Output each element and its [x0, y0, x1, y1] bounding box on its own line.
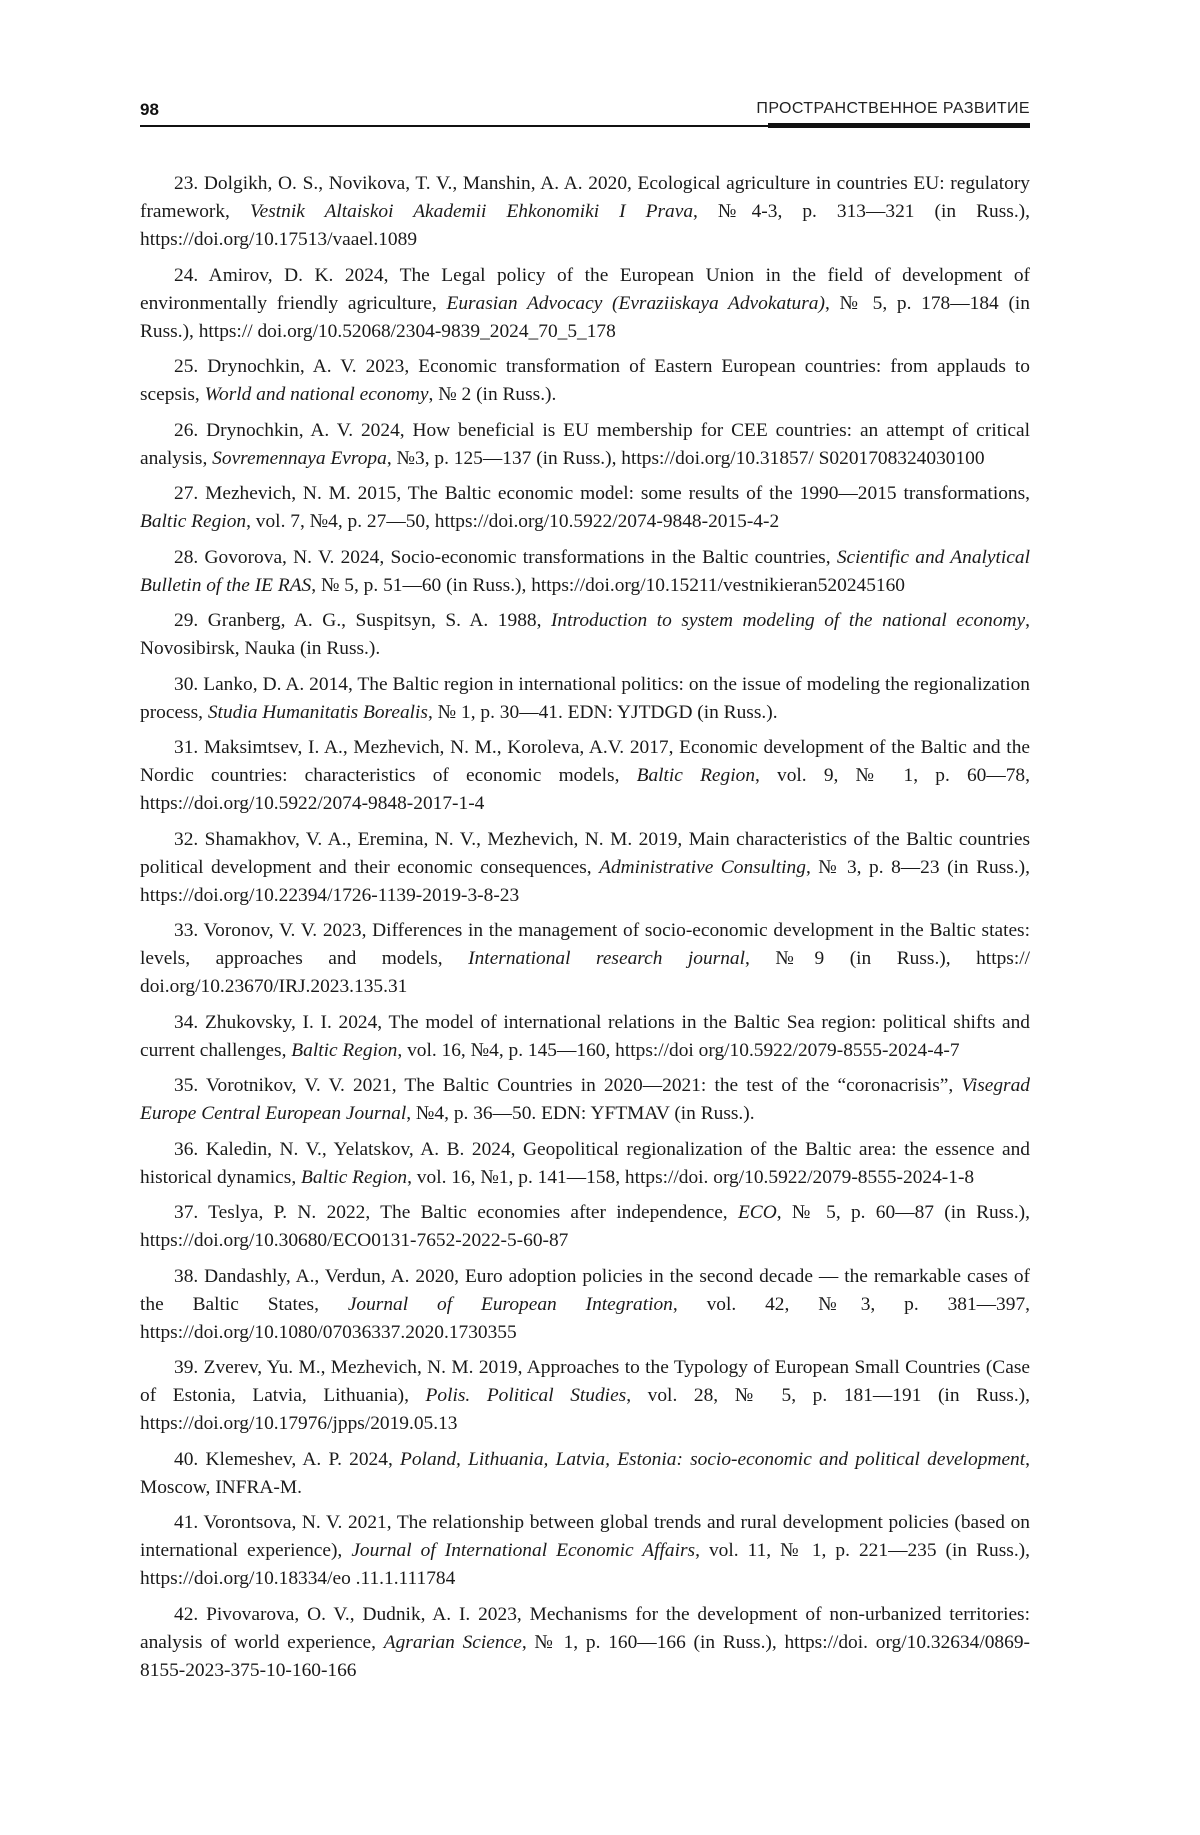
header-rule-accent	[768, 123, 1030, 128]
reference-details: , №4, p. 36—50. EDN: YFTMAV (in Russ.).	[406, 1103, 754, 1124]
reference-list	[140, 170, 1030, 1692]
reference-text: 40. Klemeshev, A. P. 2024,	[174, 1449, 400, 1470]
reference-source-title: Journal of International Economic Affairs	[351, 1540, 695, 1561]
reference-entry	[140, 353, 1030, 409]
reference-entry	[140, 544, 1030, 600]
reference-text: 23. Dolgikh, O. S., Novikova, T. V., Manshin, A. A. 2020, Ecological agriculture in countries EU: regulatory framework,	[140, 173, 1030, 222]
reference-text: 37. Teslya, P. N. 2022, The Baltic economies after independence,	[174, 1202, 738, 1223]
reference-text: 39. Zverev, Yu. M., Mezhevich, N. M. 2019, Approaches to the Typology of European Small Countries (Case of Estonia, Latvia, Lithuania),	[140, 1357, 1030, 1406]
reference-source-title: Baltic Region	[291, 1040, 397, 1061]
journal-title: ПРОСТРАНСТВЕННОЕ РАЗВИТИЕ	[756, 100, 1030, 118]
reference-source-title: Sovremennaya Evropa	[212, 448, 387, 469]
reference-entry	[140, 1601, 1030, 1685]
reference-details: , vol. 28, № 5, p. 181—191 (in Russ.), https://doi.org/10.17976/jpps/2019.05.13	[140, 1385, 1030, 1434]
reference-entry	[140, 607, 1030, 663]
reference-text: 33. Voronov, V. V. 2023, Differences in the management of socio-economic development in the Baltic states: levels, approaches and models,	[140, 920, 1030, 969]
reference-entry	[140, 417, 1030, 473]
reference-details: , vol. 9, № 1, p. 60—78, https://doi.org/10.5922/2074-9848-2017-1-4	[140, 765, 1030, 814]
reference-entry	[140, 671, 1030, 727]
reference-text: 42. Pivovarova, O. V., Dudnik, A. I. 2023, Mechanisms for the development of non-urbanized territories: analysis of world experience,	[140, 1604, 1030, 1653]
reference-source-title: Vestnik Altaiskoi Akademii Ehkonomiki I Prava	[250, 201, 693, 222]
reference-details: , №3, p. 125—137 (in Russ.), https://doi.org/10.31857/ S0201708324030100	[387, 448, 985, 469]
reference-text: 30. Lanko, D. A. 2014, The Baltic region in international politics: on the issue of modeling the regionalization process,	[140, 674, 1030, 723]
reference-details: , № 5, p. 51—60 (in Russ.), https://doi.org/10.15211/vestnikieran520245160	[311, 575, 905, 596]
reference-text: 29. Granberg, A. G., Suspitsyn, S. A. 1988,	[174, 610, 551, 631]
reference-entry	[140, 1509, 1030, 1593]
reference-text: 38. Dandashly, A., Verdun, A. 2020, Euro adoption policies in the second decade — the remarkable cases of the Baltic States,	[140, 1266, 1030, 1315]
reference-source-title: Baltic Region	[301, 1167, 407, 1188]
reference-text: 34. Zhukovsky, I. I. 2024, The model of international relations in the Baltic Sea region: political shifts and current challenges,	[140, 1012, 1030, 1061]
reference-source-title: Studia Humanitatis Borealis	[208, 702, 428, 723]
reference-text: 24. Amirov, D. K. 2024, The Legal policy of the European Union in the field of development of environmentally friendly agriculture,	[140, 265, 1030, 314]
reference-entry	[140, 1136, 1030, 1192]
reference-source-title: International research journal	[468, 948, 745, 969]
reference-details: , №4-3, p. 313—321 (in Russ.), https://doi.org/10.17513/vaael.1089	[140, 201, 1030, 250]
reference-source-title: Agrarian Science	[384, 1632, 522, 1653]
page-number: 98	[140, 100, 159, 120]
reference-text: 35. Vorotnikov, V. V. 2021, The Baltic Countries in 2020—2021: the test of the “coronacrisis”,	[174, 1075, 961, 1096]
reference-source-title: World and national economy	[205, 384, 429, 405]
reference-entry	[140, 1009, 1030, 1065]
reference-entry	[140, 1072, 1030, 1128]
running-header	[140, 100, 1030, 126]
reference-details: , №9 (in Russ.), https:// doi.org/10.23670/IRJ.2023.135.31	[140, 948, 1030, 997]
reference-text: 25. Drynochkin, A. V. 2023, Economic transformation of Eastern European countries: from applauds to scepsis,	[140, 356, 1030, 405]
reference-source-title: Baltic Region	[140, 511, 246, 532]
reference-entry	[140, 826, 1030, 910]
reference-details: , vol. 7, №4, p. 27—50, https://doi.org/10.5922/2074-9848-2015-4-2	[246, 511, 779, 532]
reference-entry	[140, 170, 1030, 254]
reference-details: , № 1, p. 160—166 (in Russ.), https://doi. org/10.32634/0869-8155-2023-375-10-160-166	[140, 1632, 1030, 1681]
reference-details: , № 5, p. 178—184 (in Russ.), https:// doi.org/10.52068/2304-9839_2024_70_5_178	[140, 293, 1030, 342]
reference-source-title: Scientific and Analytical Bulletin of the IE RAS	[140, 547, 1030, 596]
reference-source-title: Administrative Consulting	[599, 857, 806, 878]
reference-source-title: Poland, Lithuania, Latvia, Estonia: socio-economic and political development	[400, 1449, 1025, 1470]
reference-text: 36. Kaledin, N. V., Yelatskov, A. B. 2024, Geopolitical regionalization of the Baltic area: the essence and historical dynamics,	[140, 1139, 1030, 1188]
reference-source-title: ECO	[738, 1202, 777, 1223]
reference-details: , № 2 (in Russ.).	[429, 384, 557, 405]
reference-entry	[140, 1446, 1030, 1502]
reference-details: , vol. 16, №1, p. 141—158, https://doi. org/10.5922/2079-8555-2024-1-8	[407, 1167, 974, 1188]
reference-entry	[140, 1263, 1030, 1347]
reference-source-title: Eurasian Advocacy (Evraziiskaya Advokatura)	[446, 293, 824, 314]
reference-details: , Moscow, INFRA-M.	[140, 1449, 1030, 1498]
reference-source-title: Journal of European Integration	[348, 1294, 673, 1315]
reference-source-title: Introduction to system modeling of the national economy	[551, 610, 1025, 631]
reference-source-title: Visegrad Europe Central European Journal	[140, 1075, 1030, 1124]
reference-entry	[140, 734, 1030, 818]
reference-entry	[140, 917, 1030, 1001]
reference-details: , № 1, p. 30—41. EDN: YJTDGD (in Russ.).	[428, 702, 778, 723]
reference-source-title: Baltic Region	[637, 765, 755, 786]
document-page	[0, 0, 1200, 1835]
reference-entry	[140, 262, 1030, 346]
reference-details: , № 3, p. 8—23 (in Russ.), https://doi.org/10.22394/1726-1139-2019-3-8-23	[140, 857, 1030, 906]
reference-text: 41. Vorontsova, N. V. 2021, The relationship between global trends and rural development policies (based on international experience),	[140, 1512, 1030, 1561]
reference-details: , vol. 42, №3, p. 381—397, https://doi.org/10.1080/07036337.2020.1730355	[140, 1294, 1030, 1343]
reference-entry	[140, 1199, 1030, 1255]
reference-text: 27. Mezhevich, N. M. 2015, The Baltic economic model: some results of the 1990—2015 transformations,	[174, 483, 1030, 504]
reference-text: 28. Govorova, N. V. 2024, Socio-economic transformations in the Baltic countries,	[174, 547, 837, 568]
reference-entry	[140, 480, 1030, 536]
reference-text: 31. Maksimtsev, I. A., Mezhevich, N. M., Koroleva, A.V. 2017, Economic development of the Baltic and the Nordic countries: characteristics of economic models,	[140, 737, 1030, 786]
reference-text: 26. Drynochkin, A. V. 2024, How beneficial is EU membership for CEE countries: an attempt of critical analysis,	[140, 420, 1030, 469]
reference-text: 32. Shamakhov, V. A., Eremina, N. V., Mezhevich, N. M. 2019, Main characteristics of the Baltic countries political development and their economic consequences,	[140, 829, 1030, 878]
reference-entry	[140, 1354, 1030, 1438]
reference-details: , vol. 16, №4, p. 145—160, https://doi org/10.5922/2079-8555-2024-4-7	[397, 1040, 959, 1061]
reference-details: , vol. 11, № 1, p. 221—235 (in Russ.), https://doi.org/10.18334/eo .11.1.111784	[140, 1540, 1030, 1589]
reference-details: , Novosibirsk, Nauka (in Russ.).	[140, 610, 1030, 659]
reference-source-title: Polis. Political Studies	[426, 1385, 627, 1406]
reference-details: , № 5, p. 60—87 (in Russ.), https://doi.org/10.30680/ECO0131-7652-2022-5-60-87	[140, 1202, 1030, 1251]
